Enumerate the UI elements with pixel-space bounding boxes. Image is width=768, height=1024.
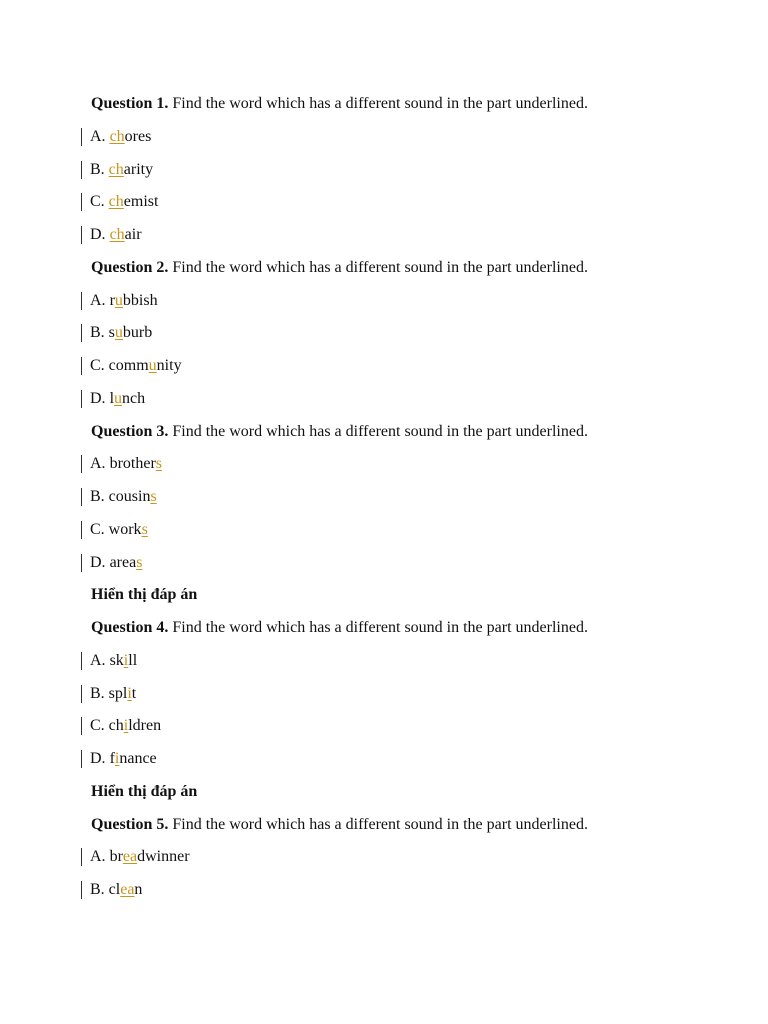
- answer-option[interactable]: [0, 285, 768, 318]
- question-text: Find the word which has a different sound in the part underlined.: [168, 95, 588, 112]
- underlined-part: ch: [109, 226, 125, 243]
- show-answer-link[interactable]: Hiển thị đáp án: [91, 586, 198, 604]
- option-word-suffix: t: [131, 684, 137, 702]
- option-letter: A.: [90, 455, 106, 473]
- option-word-prefix: cousin: [108, 488, 151, 505]
- option-word-suffix: burb: [122, 324, 153, 342]
- answer-option[interactable]: [0, 514, 768, 547]
- option-letter: A.: [90, 651, 106, 669]
- answer-option[interactable]: [0, 874, 768, 907]
- option-word-suffix: nity: [156, 357, 182, 374]
- option-word-suffix: dwinner: [137, 848, 190, 866]
- option-word-prefix: br: [109, 848, 123, 866]
- option-word-suffix: arity: [123, 160, 154, 178]
- answer-option[interactable]: [0, 350, 768, 383]
- question-number: Question 2.: [91, 258, 169, 276]
- underlined-part: u: [114, 291, 123, 309]
- option-word-prefix: brother: [109, 455, 156, 473]
- answer-option[interactable]: [0, 317, 768, 350]
- underlined-part: ch: [109, 127, 125, 145]
- answer-option[interactable]: [0, 186, 768, 219]
- underlined-part: s: [136, 553, 143, 571]
- option-word-prefix: comm: [108, 357, 149, 374]
- question-text: Find the word which has a different sound in the part underlined.: [168, 619, 588, 636]
- question-number: Question 4.: [91, 619, 169, 636]
- option-letter: D.: [90, 553, 106, 571]
- answer-option[interactable]: [0, 645, 768, 678]
- answer-option[interactable]: [0, 710, 768, 743]
- option-letter: C.: [90, 520, 105, 538]
- option-word-suffix: nch: [122, 389, 146, 407]
- option-word-prefix: area: [109, 553, 137, 571]
- underlined-part: i: [123, 651, 129, 669]
- option-word-prefix: cl: [108, 881, 121, 898]
- answer-option[interactable]: [0, 154, 768, 187]
- underlined-part: ch: [108, 160, 124, 178]
- answer-option[interactable]: [0, 481, 768, 514]
- option-word-prefix: l: [109, 389, 115, 407]
- answer-option[interactable]: [0, 743, 768, 776]
- underlined-part: i: [114, 750, 120, 767]
- option-letter: D.: [90, 226, 106, 243]
- option-word-prefix: f: [109, 750, 115, 767]
- question-line: [0, 252, 768, 285]
- option-word-suffix: bbish: [122, 291, 158, 309]
- underlined-part: ea: [122, 848, 138, 866]
- option-letter: A.: [90, 291, 106, 309]
- option-word-prefix: r: [109, 291, 115, 309]
- option-word-prefix: sk: [109, 651, 124, 669]
- option-word-suffix: ores: [124, 127, 152, 145]
- answer-option[interactable]: [0, 219, 768, 252]
- question-number: Question 5.: [91, 815, 169, 833]
- option-letter: D.: [90, 389, 106, 407]
- option-word-prefix: work: [108, 520, 142, 538]
- question-line: [0, 416, 768, 449]
- underlined-part: ea: [120, 881, 135, 898]
- underlined-part: i: [123, 717, 129, 735]
- option-letter: B.: [90, 160, 105, 178]
- option-word-suffix: n: [134, 881, 143, 898]
- option-letter: C.: [90, 357, 105, 374]
- option-word-prefix: spl: [108, 684, 128, 702]
- answer-option[interactable]: [0, 547, 768, 580]
- underlined-part: s: [141, 520, 148, 538]
- underlined-part: s: [155, 455, 162, 473]
- underlined-part: u: [114, 324, 123, 342]
- answer-option[interactable]: [0, 448, 768, 481]
- question-line: [0, 809, 768, 842]
- answer-option[interactable]: [0, 841, 768, 874]
- underlined-part: ch: [108, 193, 124, 211]
- question-line: [0, 88, 768, 121]
- option-word-prefix: ch: [108, 717, 124, 735]
- option-letter: B.: [90, 684, 105, 702]
- answer-option[interactable]: [0, 678, 768, 711]
- option-letter: A.: [90, 127, 106, 145]
- option-word-prefix: s: [108, 324, 115, 342]
- answer-option[interactable]: [0, 383, 768, 416]
- question-text: Find the word which has a different sound in the part underlined.: [168, 815, 588, 833]
- quiz-document: [0, 88, 768, 907]
- question-line: [0, 612, 768, 645]
- option-letter: B.: [90, 488, 105, 505]
- underlined-part: u: [114, 389, 123, 407]
- option-word-suffix: ll: [128, 651, 138, 669]
- question-text: Find the word which has a different sound in the part underlined.: [168, 422, 588, 440]
- option-word-suffix: air: [124, 226, 142, 243]
- answer-option[interactable]: [0, 121, 768, 154]
- option-word-suffix: nance: [119, 750, 157, 767]
- option-letter: D.: [90, 750, 106, 767]
- underlined-part: s: [150, 488, 157, 505]
- question-text: Find the word which has a different sound in the part underlined.: [168, 258, 588, 276]
- underlined-part: i: [127, 684, 132, 702]
- option-word-suffix: emist: [123, 193, 159, 211]
- underlined-part: u: [148, 357, 157, 374]
- option-letter: C.: [90, 193, 105, 211]
- option-letter: B.: [90, 881, 105, 898]
- option-letter: B.: [90, 324, 105, 342]
- question-number: Question 3.: [91, 422, 169, 440]
- option-word-suffix: ldren: [128, 717, 162, 735]
- question-number: Question 1.: [91, 95, 169, 112]
- show-answer-link[interactable]: Hiển thị đáp án: [91, 782, 198, 800]
- option-letter: A.: [90, 848, 106, 866]
- option-letter: C.: [90, 717, 105, 735]
